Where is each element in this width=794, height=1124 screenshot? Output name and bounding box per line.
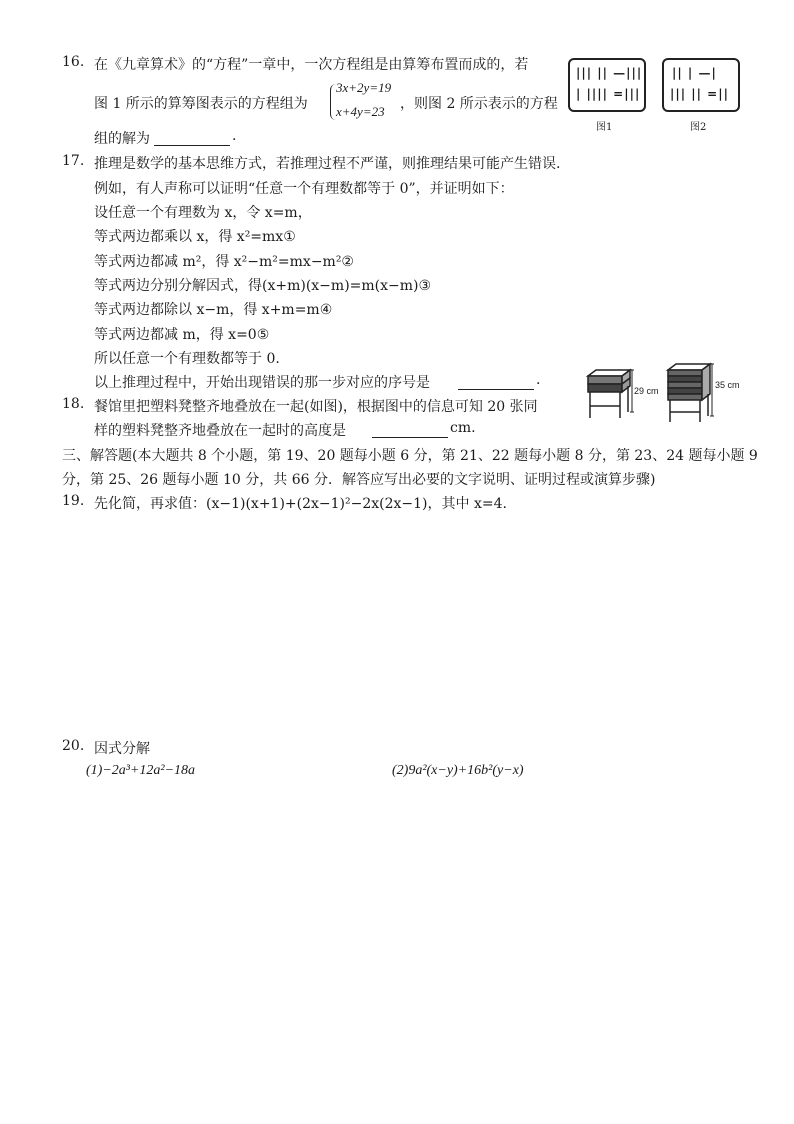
q16-line1: 在《九章算术》的“方程”一章中，一次方程组是由算筹布置而成的，若 xyxy=(94,57,529,73)
q18-number: 18. xyxy=(62,396,85,412)
figure2-rod-diagram xyxy=(662,58,740,112)
stacked-stools-figure xyxy=(584,362,754,434)
q17-intro: 推理是数学的基本思维方式，若推理过程不严谨，则推理结果可能产生错误. xyxy=(94,156,561,172)
q18-line2-pre: 样的塑料凳整齐地叠放在一起时的高度是 xyxy=(94,423,346,439)
q17-step: 等式两边都减 m，得 x=0⑤ xyxy=(94,327,270,343)
q16-line2-pre: 图 1 所示的算筹图表示的方程组为 xyxy=(94,96,308,112)
section3-heading-line2: 分，第 25、26 题每小题 10 分，共 66 分．解答应写出必要的文字说明、证明过程或演算步骤) xyxy=(62,472,656,488)
q20-title: 因式分解 xyxy=(94,741,150,757)
q17-number: 17. xyxy=(62,153,85,169)
figure2-caption: 图2 xyxy=(690,122,707,133)
q16-line3-end: . xyxy=(232,128,237,144)
q16-number: 16. xyxy=(62,54,85,70)
stool-height-label-29: 29 cm xyxy=(634,386,659,396)
q16-answer-blank xyxy=(154,131,230,146)
q17-step: 等式两边都除以 x−m，得 x+m=m④ xyxy=(94,302,333,318)
q17-answer-blank xyxy=(458,375,534,390)
q20-part1: (1)−2a³+12a²−18a xyxy=(86,763,196,778)
figure1-caption: 图1 xyxy=(596,122,613,133)
q16-line2-post: ，则图 2 所示表示的方程 xyxy=(400,96,558,112)
q17-question-end: . xyxy=(536,372,541,388)
figure1-row2: | |||| =||| xyxy=(576,87,641,101)
q19-number: 19. xyxy=(62,493,85,509)
q17-example: 例如，有人声称可以证明“任意一个有理数都等于 0”，并证明如下： xyxy=(94,181,514,197)
figure1-rod-diagram xyxy=(568,58,646,112)
q19-text: 先化简，再求值：(x−1)(x+1)+(2x−1)²−2x(2x−1)，其中 x=4. xyxy=(94,496,507,512)
figure1-row1: ||| || —||| xyxy=(576,66,643,80)
q20-number: 20. xyxy=(62,738,85,754)
q17-question: 以上推理过程中，开始出现错误的那一步对应的序号是 xyxy=(94,375,430,391)
stool-height-label-35: 35 cm xyxy=(715,380,740,390)
q17-step: 设任意一个有理数为 x，令 x=m， xyxy=(94,205,312,221)
section3-heading-line1: 三、解答题(本大题共 8 个小题，第 19、20 题每小题 6 分，第 21、22 题每小题 8 分，第 23、24 题每小题 9 xyxy=(62,448,758,464)
q17-step: 等式两边分别分解因式，得(x+m)(x−m)=m(x−m)③ xyxy=(94,278,432,294)
q16-eq2: x+4y=23 xyxy=(336,104,385,119)
q17-step: 等式两边都乘以 x，得 x²=mx① xyxy=(94,229,296,245)
figure2-row2: ||| || =|| xyxy=(670,87,729,101)
q17-step: 等式两边都减 m²，得 x²−m²=mx−m²② xyxy=(94,254,354,270)
q18-line1: 餐馆里把塑料凳整齐地叠放在一起(如图)，根据图中的信息可知 20 张同 xyxy=(94,399,538,415)
q18-line2-post: cm. xyxy=(450,420,476,436)
q20-part2: (2)9a²(x−y)+16b²(y−x) xyxy=(392,763,524,778)
q17-step: 所以任意一个有理数都等于 0. xyxy=(94,351,280,367)
q16-line3-pre: 组的解为 xyxy=(94,131,150,147)
figure2-row1: || | —| xyxy=(672,66,717,80)
q18-answer-blank xyxy=(372,423,448,438)
q16-eq1: 3x+2y=19 xyxy=(336,80,392,95)
